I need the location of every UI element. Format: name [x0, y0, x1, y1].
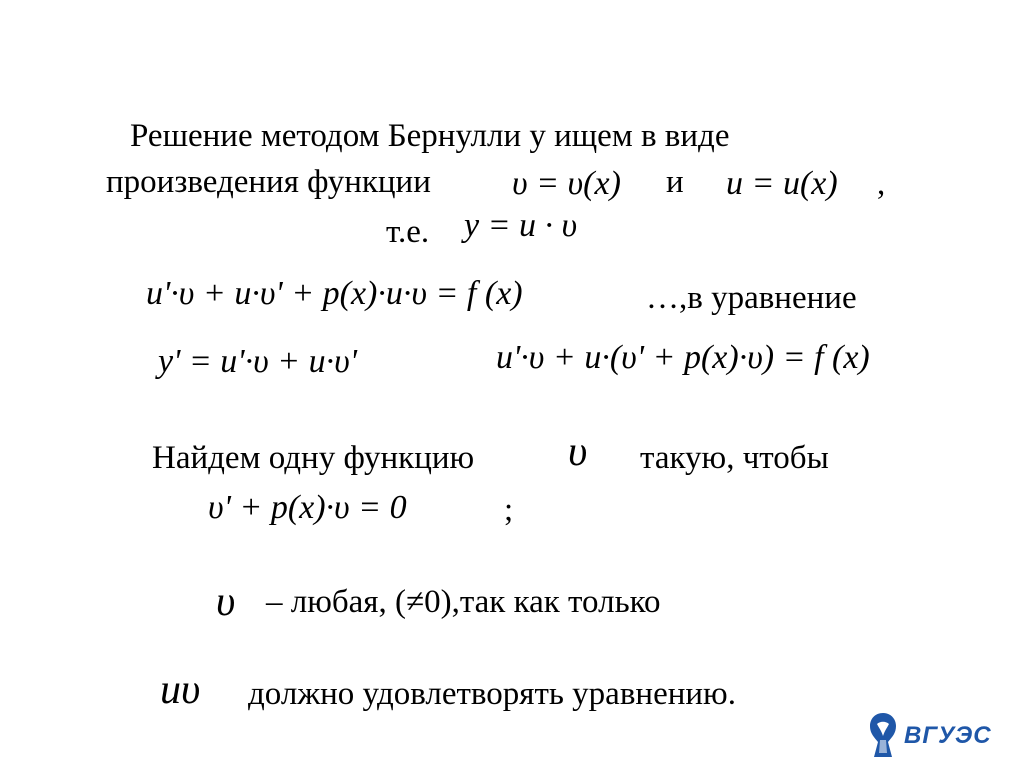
- intro-line-1: Решение методом Бернулли y ищем в виде: [130, 118, 730, 154]
- comma: ,: [877, 166, 886, 202]
- formula-y-equals-uv: y = u · υ: [464, 207, 578, 244]
- must-satisfy-text: должно удовлетворять уравнению.: [248, 676, 736, 712]
- equation-derivative-y: y' = u'·υ + u·υ': [158, 343, 358, 380]
- uv-symbol: uυ: [160, 667, 201, 713]
- any-nonzero-text: – любая, (≠0),так как только: [266, 584, 661, 620]
- equation-v-zero: υ' + p(x)·υ = 0: [208, 489, 407, 526]
- intro-line-2: произведения функции: [106, 164, 431, 200]
- such-that-text: такую, чтобы: [640, 440, 829, 476]
- into-equation-label: …,в уравнение: [646, 280, 857, 316]
- logo-text: ВГУЭС: [904, 722, 992, 749]
- formula-u-of-x: u = u(x): [726, 165, 838, 202]
- logo-figure-icon: [866, 712, 900, 758]
- that-is-label: т.е.: [386, 214, 430, 250]
- equation-substituted: u'·υ + u·υ' + p(x)·u·υ = f (x): [146, 275, 523, 312]
- formula-v-of-x: υ = υ(x): [512, 165, 621, 202]
- v-symbol-any: υ: [216, 579, 236, 625]
- conjunction-and: и: [666, 164, 684, 200]
- semicolon: ;: [504, 492, 514, 528]
- find-function-text: Найдем одну функцию: [152, 440, 475, 476]
- v-symbol: υ: [568, 429, 588, 475]
- equation-grouped: u'·υ + u·(υ' + p(x)·υ) = f (x): [496, 339, 870, 376]
